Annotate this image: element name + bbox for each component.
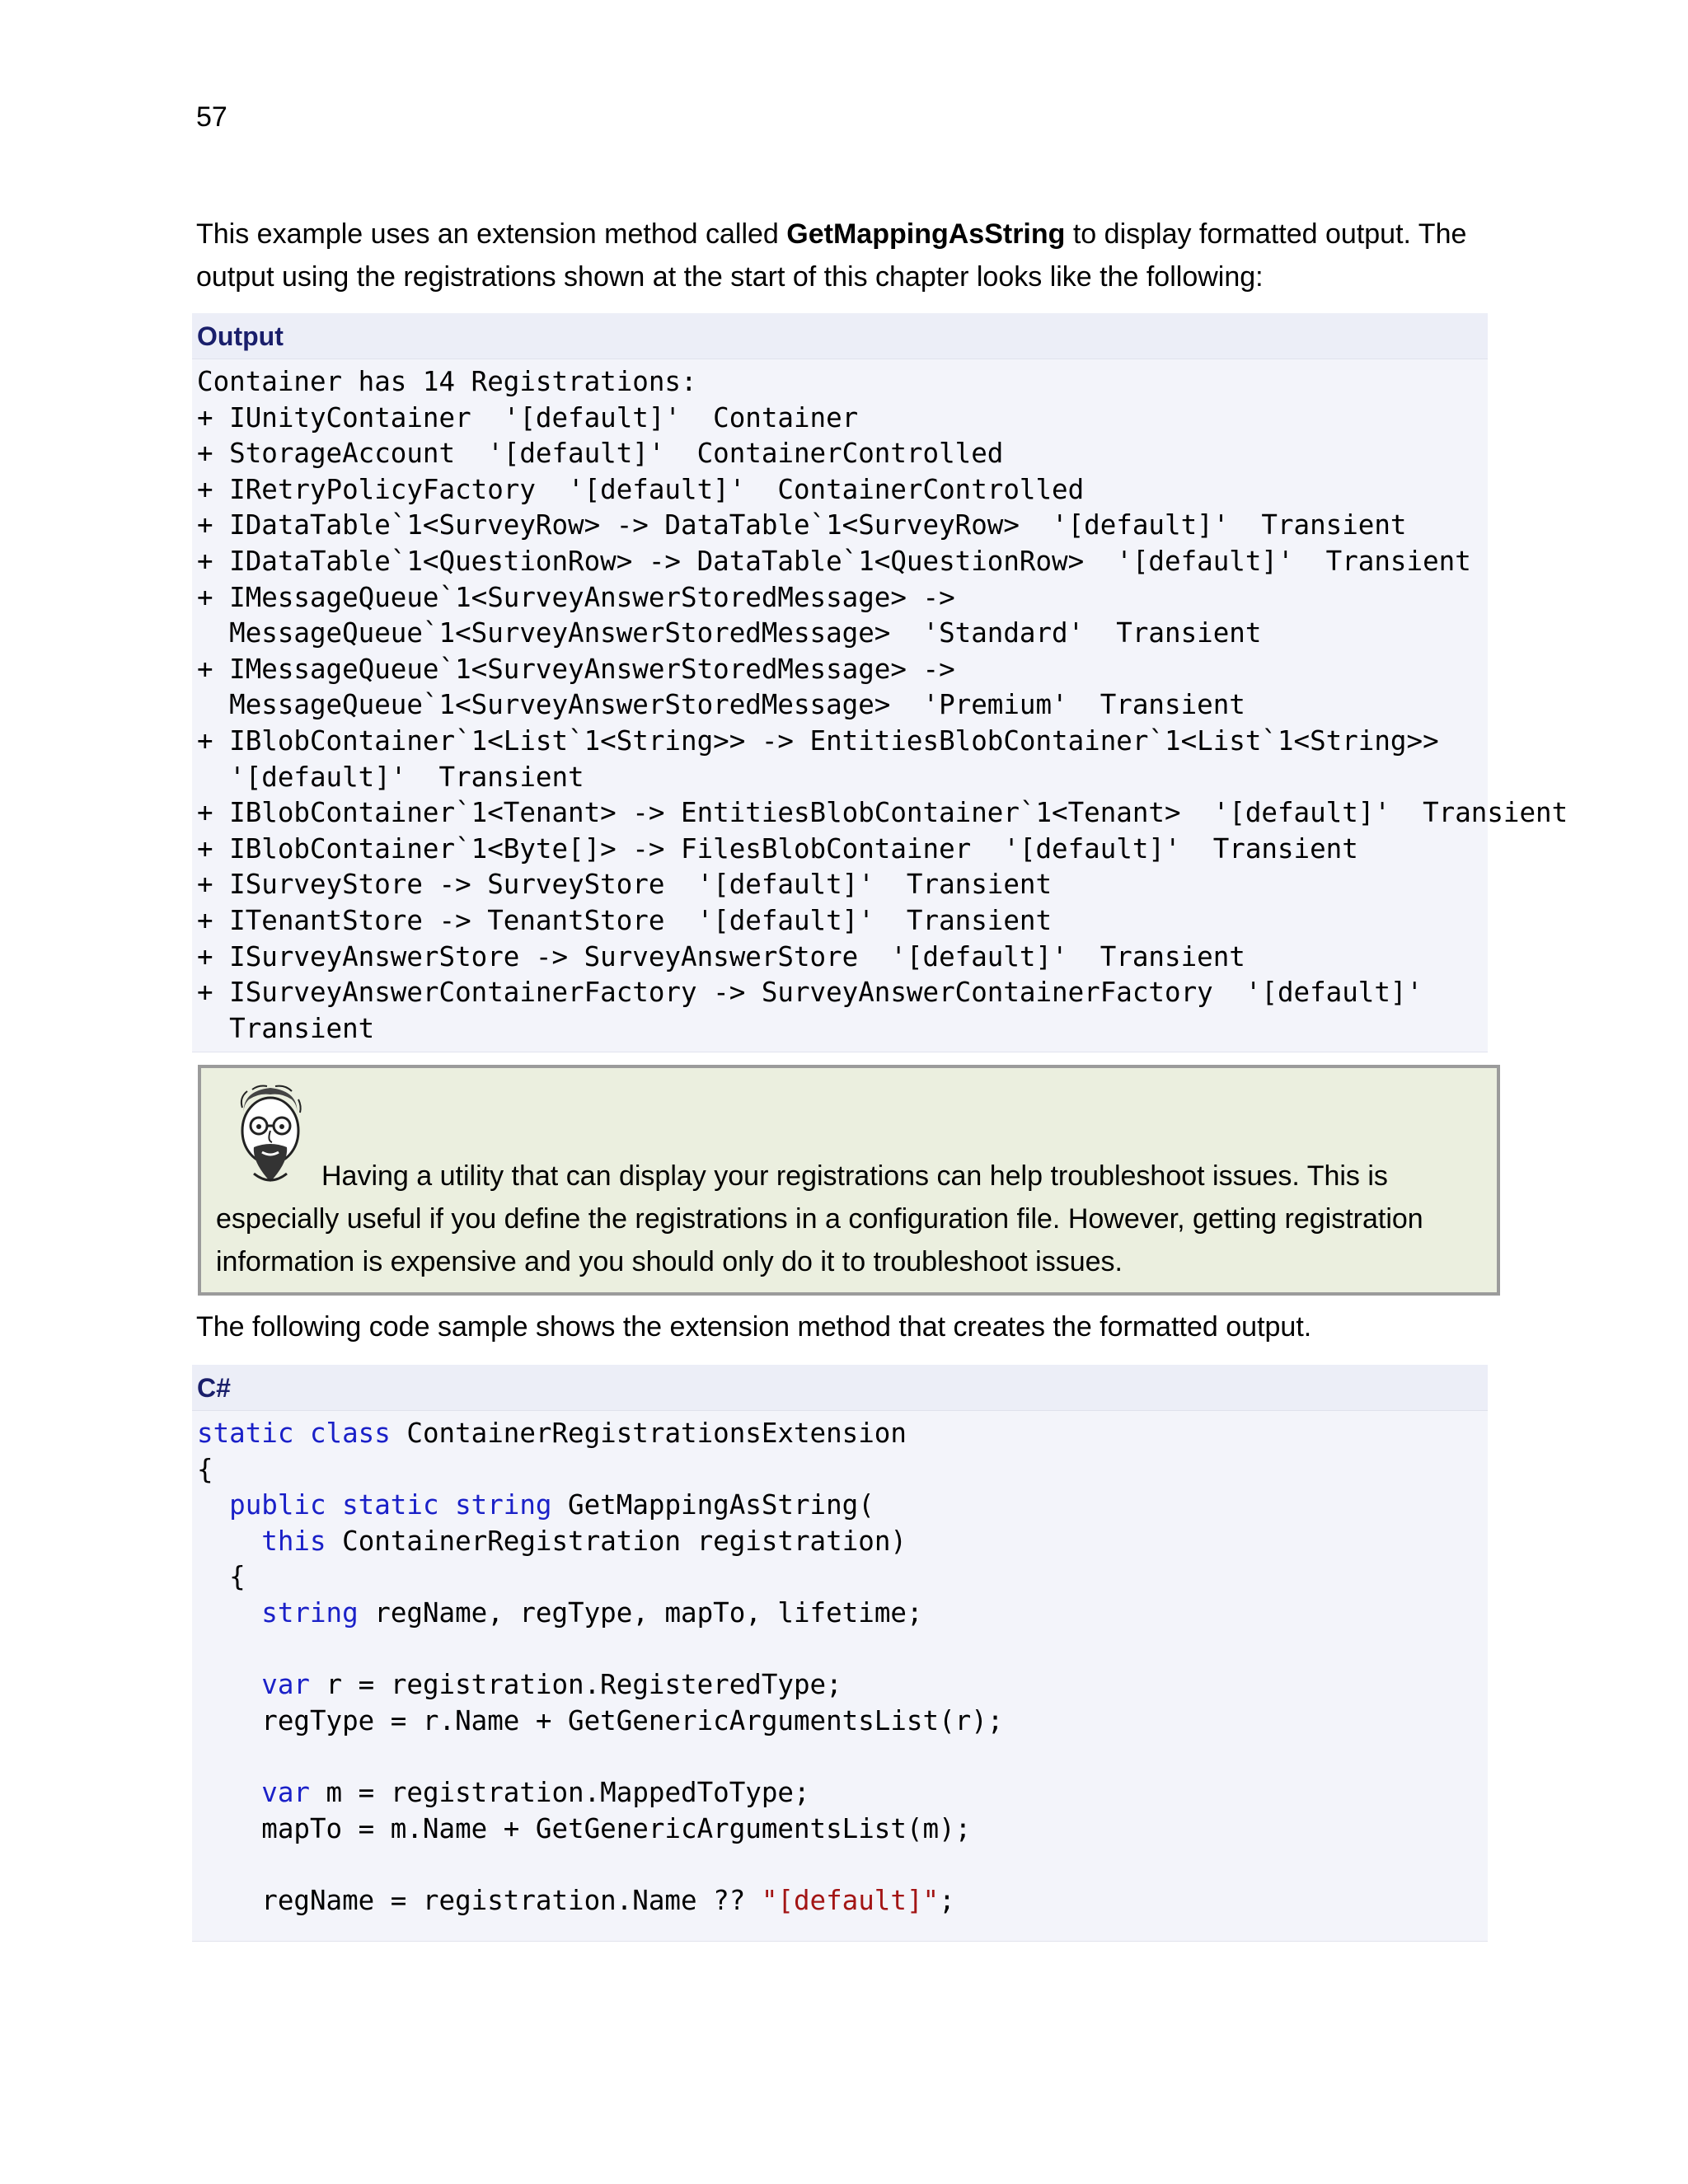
code-string: "[default]" xyxy=(761,1884,940,1916)
code-text: ; xyxy=(939,1884,955,1916)
output-line: + IBlobContainer`1<List`1<String>> -> EntitiesBlobContainer`1<List`1<String>> xyxy=(197,724,1439,757)
output-line: + StorageAccount '[default]' ContainerControlled xyxy=(197,438,1004,470)
code-text xyxy=(197,1669,261,1700)
code-keyword: var xyxy=(261,1669,310,1701)
output-line: + IUnityContainer '[default]' Container xyxy=(197,401,859,434)
code-text: { xyxy=(197,1453,213,1485)
code-text xyxy=(197,1597,261,1629)
intro-method-name: GetMappingAsString xyxy=(786,218,1066,250)
code-keyword: string xyxy=(261,1596,359,1629)
code-text: GetMappingAsString( xyxy=(551,1489,874,1521)
code-line xyxy=(197,1452,1488,1488)
output-line: + ITenantStore -> TenantStore '[default]' Transient xyxy=(197,904,1053,936)
csharp-code-block xyxy=(192,1365,1488,1942)
note-box xyxy=(198,1065,1500,1296)
page-number: 57 xyxy=(196,101,227,133)
output-line: Transient xyxy=(197,1012,375,1044)
output-line: MessageQueue`1<SurveyAnswerStoredMessage> 'Standard' Transient xyxy=(197,617,1262,649)
code-line xyxy=(197,1559,1488,1596)
code-keyword: var xyxy=(261,1776,310,1808)
output-line: '[default]' Transient xyxy=(197,761,584,793)
output-line: + IBlobContainer`1<Byte[]> -> FilesBlobContainer '[default]' Transient xyxy=(197,832,1358,865)
output-line: + ISurveyAnswerStore -> SurveyAnswerStore '[default]' Transient xyxy=(197,940,1245,972)
output-line: + IDataTable`1<SurveyRow> -> DataTable`1<SurveyRow> '[default]' Transient xyxy=(197,509,1407,541)
code-text: m = registration.MappedToType; xyxy=(309,1776,810,1808)
note-text: Having a utility that can display your registrations can help troubleshoot issues. This is especially useful if you define the registrations in a configuration file. However, getting registration information is expensive and you should only do it to troubleshoot issues. xyxy=(216,1160,1423,1277)
output-line: + IBlobContainer`1<Tenant> -> EntitiesBlobContainer`1<Tenant> '[default]' Transient xyxy=(197,797,1568,829)
outro-paragraph: The following code sample shows the extension method that creates the formatted output. xyxy=(196,1311,1312,1343)
output-line: Container has 14 Registrations: xyxy=(197,366,697,397)
code-keyword: public static string xyxy=(229,1489,552,1521)
code-text: { xyxy=(197,1561,246,1593)
output-line: + IDataTable`1<QuestionRow> -> DataTable`1<QuestionRow> '[default]' Transient xyxy=(197,545,1471,577)
code-text: regType = r.Name + GetGenericArgumentsList(r); xyxy=(197,1704,1004,1736)
code-text: regName = registration.Name ?? xyxy=(197,1884,762,1916)
code-line xyxy=(197,1883,1488,1919)
output-line: + IMessageQueue`1<SurveyAnswerStoredMessage> -> xyxy=(197,581,955,613)
output-line: + IRetryPolicyFactory '[default]' ContainerControlled xyxy=(197,473,1085,505)
code-text: regName, regType, mapTo, lifetime; xyxy=(358,1596,923,1629)
output-block xyxy=(192,313,1568,1052)
code-line xyxy=(197,1847,1488,1883)
intro-text-after: to display formatted output. The output using the registrations shown at the start of this chapter looks like the following: xyxy=(196,218,1467,293)
code-keyword: static class xyxy=(197,1418,391,1449)
intro-text-before: This example uses an extension method called xyxy=(196,218,787,250)
csharp-code-lines xyxy=(192,1411,1488,1924)
code-text: r = registration.RegisteredType; xyxy=(309,1669,842,1701)
code-line xyxy=(197,1596,1488,1632)
code-line xyxy=(197,1524,1488,1560)
code-line xyxy=(197,1488,1488,1524)
code-line xyxy=(197,1704,1488,1740)
code-line xyxy=(197,1416,1488,1452)
code-text xyxy=(197,1526,261,1557)
code-text xyxy=(197,1777,261,1808)
code-text: ContainerRegistration registration) xyxy=(326,1525,907,1557)
output-line: + IMessageQueue`1<SurveyAnswerStoredMessage> -> xyxy=(197,653,955,685)
code-line xyxy=(197,1739,1488,1775)
code-text xyxy=(197,1489,229,1521)
code-line xyxy=(197,1667,1488,1704)
output-block-label: Output xyxy=(192,313,1488,359)
output-line: + ISurveyAnswerContainerFactory -> SurveyAnswerContainerFactory '[default]' xyxy=(197,977,1423,1009)
code-line xyxy=(197,1775,1488,1811)
output-line: + ISurveyStore -> SurveyStore '[default]' Transient xyxy=(197,869,1053,901)
csharp-code-label: C# xyxy=(192,1365,1488,1411)
code-text: ContainerRegistrationsExtension xyxy=(390,1418,907,1449)
output-lines xyxy=(192,359,1568,1052)
code-text: mapTo = m.Name + GetGenericArgumentsList(m); xyxy=(197,1812,972,1844)
output-line: MessageQueue`1<SurveyAnswerStoredMessage> 'Premium' Transient xyxy=(197,689,1245,721)
code-line xyxy=(197,1632,1488,1668)
code-line xyxy=(197,1811,1488,1848)
intro-paragraph xyxy=(196,213,1482,298)
code-keyword: this xyxy=(261,1525,326,1557)
